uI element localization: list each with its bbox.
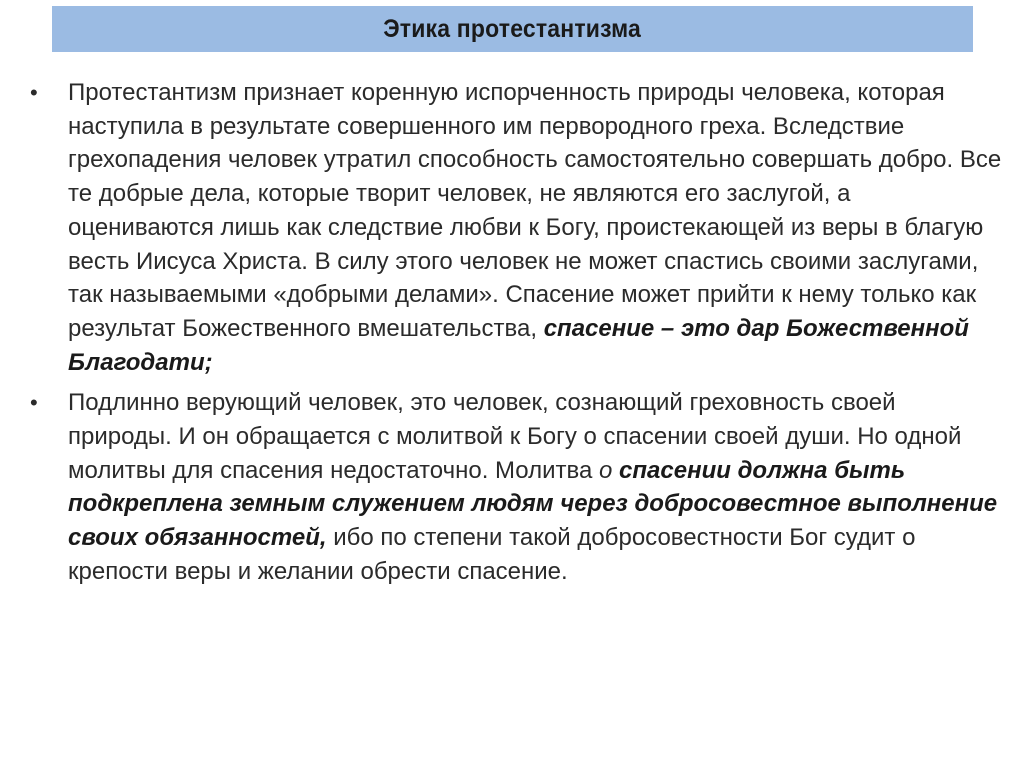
bullet-item-1 bbox=[30, 76, 1002, 379]
bullet-1-emphasis: спасение – это дар Божественной Благодати bbox=[68, 314, 969, 376]
bullet-1-text: Протестантизм признает коренную испорченность природы человека, которая наступила в результате совершенного им первородного греха. Вследствие грехопадения человек утратил способность самостоятельно совершать добро. Все те добрые дела, которые творит человек, не являются его заслугой, а оцениваются лишь как следствие любви к Богу, проистекающей из веры в благую весть Иисуса Христа. В силу этого человек не может спастись своими заслугами, так называемыми «добрыми делами». Спасение может прийти к нему только как результат Божественного вмешательства, bbox=[68, 79, 1002, 342]
bullet-2-text: Подлинно верующий человек, это человек, сознающий греховность своей природы. И он обращается с молитвой к Богу о спасении своей души. Но одной молитвы для спасения недостаточно. Молитва bbox=[68, 389, 962, 484]
bullet-icon: • bbox=[30, 80, 38, 105]
bullet-2-emphasis: спасении должна быть подкреплена земным служением людям через добросовестное выполнение своих обязанностей, bbox=[68, 456, 998, 552]
bullet-icon: • bbox=[30, 390, 38, 416]
slide-content bbox=[30, 76, 1002, 589]
title-bar bbox=[52, 6, 973, 52]
bullet-2-italic: о bbox=[599, 456, 613, 484]
bullet-2-tail: ибо по степени такой добросовестности Бог судит о крепости веры и желании обрести спасение. bbox=[68, 524, 916, 585]
slide-title: Этика протестантизма bbox=[383, 14, 642, 43]
bullet-1-tail: ; bbox=[204, 348, 213, 376]
bullet-item-2 bbox=[30, 386, 1002, 588]
